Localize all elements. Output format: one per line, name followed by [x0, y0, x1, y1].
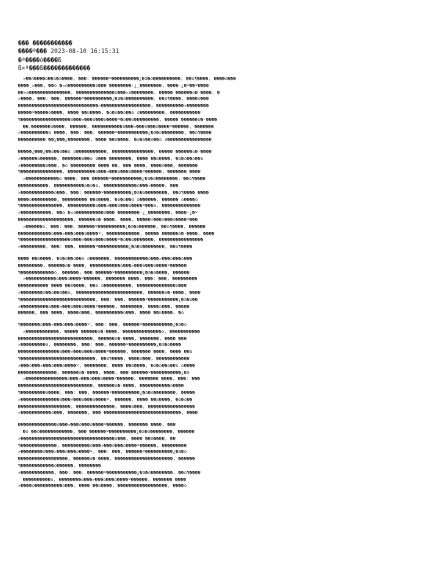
- body-text-line: �����º�����ó����, ���� ��ß����, �ó�ó��ó��ó ó���������, �����������: [18, 110, 201, 116]
- body-text-line: ��»ó���������������, ��������������ò���»ò��������, ����� ������ó�·����, �: [18, 90, 220, 96]
- document-body: [18, 77, 430, 491]
- body-text-line: ���������������ò���»���ò���ó����º������, ������� ����, ���� ��ß: [18, 350, 193, 356]
- body-text-line: »������ò, ���: ���, ������º����������¿�ã�ó������, ��ô¶����, ������: [23, 224, 206, 230]
- body-text-line: »������������ò���, ���: ������º����������¿�ã�ó��������, ��ô¶���� ����: [18, 190, 209, 196]
- body-text-line: »�����������ò���, �������, ��� ����������������������������, ����: [18, 411, 198, 417]
- document-timestamp-line: ����ª��� 2023-08-10 16:15:31: [18, 47, 120, 55]
- body-text-line: »��������ò���»���ò���ó����º, ���: ���, ������º����������¿�ã�ó: [18, 450, 187, 456]
- body-text-line: »���������ò, ��������, ���: ���, ������º����������¿�ã�ó����: [18, 343, 182, 349]
- body-text-line: ���������� ��¿���¿��������, ���� ��ß����, �ó�ó��ó��ó ó����������������: [18, 138, 212, 144]
- body-text-line: »����������������������������������ò���, ���� ��ß����, ��: [18, 436, 176, 442]
- body-text-line: »������ò������, �������ó��ó ó��� ��������, ���� ��ß����, �ó�ó��ó��ó: [18, 156, 204, 162]
- body-text-line: ¶���������������, ����������ò���»���ò���ó����º���ó, ��������������: [18, 204, 201, 210]
- body-text-line: ¶���������������������������, ��ô¶����, ����ó���, ������������: [18, 357, 190, 363]
- body-text-line: »��������ò��ó��ó��ó, ������������������������, ������ó�·����, ����: [18, 290, 201, 296]
- body-text-line: �����¿���¿��ó��ó��ó ó�����������, ���������������, ����� ������ó�·����: [18, 149, 212, 155]
- body-text-line: ����_»���, ��ô �¤ò����������ò��� ��������·¿_��������, ����·¿�º��º����: [18, 83, 209, 89]
- body-text-line: »����, ���: ���, ������º����������¿�ã�ó����������, ��ô¶����, ����ó���: [18, 97, 209, 103]
- body-text-line: »������������ò ����, ��� ������º�����������¿�ã�ó��������, ��ô¶����: [23, 177, 206, 183]
- body-text-line: ��������������, ������ó�·����, ����, ��� ������º�����������¿�ã: [18, 370, 190, 376]
- body-text-line: ¶�������������, ����������ò���»���ò���ó����º������, ���������: [18, 443, 187, 449]
- body-text-line: ¶���������ò����, ���: ���, ������º����������¿�ã�ó��������, �����: [18, 391, 196, 397]
- body-text-line: ¶���������������, ����������ò���»���ò���ó����º������, ������� ����: [18, 170, 201, 176]
- body-text-line: ������������������, ������ó�·����, ���������������������, ������: [18, 457, 196, 463]
- body-text-line: »����ò����������ò���, ���� ��ß����, ������������������, ����ó: [18, 484, 187, 490]
- body-text-line: ����ó���������, ��������� ��ß����, �ó�ó��ó ó������, ������ ó����ò: [18, 197, 198, 203]
- body-text-line: »����������ò���»���ò���ó����º������, ��������, ����ó���, �����: [18, 304, 190, 310]
- body-text-line: »���ò���»���ò���ó����º, ��������, ���� ��ß����, �ó�ó��ó��ó ó����: [18, 363, 196, 369]
- body-text-line: »���������������ò���»���ò���ó����º������, ������� ����, ���: ���: [23, 377, 201, 383]
- body-text-line: ���������������������������, ������ó�·����, �������, ���� ���: [18, 336, 187, 342]
- body-text-line: »���������ò���, �ó ��������� ���� ��, ��� ����, ����ó���, �������: [18, 163, 198, 169]
- body-text-line: �ó ��ó������������, ��� ������º����������¿�ã�ó��������, ������: [23, 430, 195, 436]
- body-text-line: ��������������ò���»���ò���ó����º������, ������� ����, ���: [18, 423, 176, 429]
- body-text-line: �����������������������������»������������������, ����������»��������: [18, 104, 209, 110]
- document-title: ��� �����������: [18, 40, 73, 47]
- body-text-line: »����������ò ����, ���: ���, ������º�����������¿�ã�ó��������, ��ô¶����: [18, 131, 212, 137]
- body-text-line: ¶������������������ò���»���ò���ó����º�ó��ó�������, ����������������: [18, 238, 204, 244]
- body-text-line: »������������, ���: ���, ������º�����������¿�ã�ó��������, ��ô¶����: [18, 470, 201, 476]
- body-text-line: »�����������, ��ô �¤ò����������ò��� ��������·¿_��������, ����·¿�º: [18, 211, 198, 217]
- body-text-line: ¶������������ò, ������, ��� ������º����������¿�ã�ó����, ������: [18, 270, 190, 276]
- body-text-line: ���������������������������, ������ó�·����, �����������ò����: [18, 384, 184, 390]
- body-text-line: »�����������ò���ó����º������, ������� ����, ���: ���, ���������: [23, 277, 198, 283]
- body-text-line: ����������ó, ��������ò���»���ò���ó����º������, ������� ����: [23, 477, 187, 483]
- body-text-line: »��ñ����ó��ò�â����, ���: ������º����������¿�ã�ó����������, ��ô¶����, ����ó���: [23, 77, 236, 82]
- body-text-line: ¶������������ò������, ��������: [18, 464, 101, 470]
- body-text-line: »���������, ���: ���, ������º�����������¿�ã�ó��������, ��ô¶����: [18, 245, 193, 251]
- body-text-line: »��������������ò���»���ò���ó����º, ������, ���� ��ß����, �ó�ó��: [18, 397, 193, 403]
- body-text-line: ���������, ������ó�·����, �����������ò���»���ò���ó����º������: [18, 263, 187, 269]
- body-text-line: ����������� ���� ��ß����, ��ó ó����������, ��������������ò���: [18, 284, 187, 290]
- body-text-line: ������, ��� ����, ����ó���, ����������ò���, ���� ��ß����, �ó: [18, 311, 184, 317]
- body-text-line: ¶�������ò���»���ò���ó����º, ���: ���, ������º�����������¿�ã�ó: [18, 323, 187, 329]
- body-text-line: ¶���������������������������, ���: ���, ������º�����������¿�ã�ó��: [18, 297, 198, 303]
- body-text-line: �����������, �����������ó�ó�ó, ������������ò���»�����, ���: [18, 183, 179, 189]
- body-text-line: ���� ��ß����, �ó�ó��ó��ó ó�������, ������������ò���»���ò���ó���: [18, 256, 193, 262]
- body-text-line: ��������������������, ������ó�·����, ����, �����»���ò���ó����º���: [18, 217, 198, 223]
- body-text-line: �������������������, ��������������, ����ó���, �����������������: [18, 404, 196, 410]
- body-text-line: ¶������������������ò���»���ò���ó����º�ó��ó���������, ����� ������ó�·����: [18, 117, 218, 123]
- body-text-line: ��,�������ò����, ������, �����������ò���»���ò���ó����º������, �������: [23, 124, 214, 130]
- body-text-line: »������������, ����� ������ó�·����, ��������������ò, �����������: [23, 329, 201, 335]
- document-section-heading: ß×ª���ß�������������: [18, 64, 91, 72]
- body-text-line: ������������ò���»���ò���ó����º, ������������, ����� ������ó�·����, ����: [18, 231, 215, 237]
- document-subtitle: �ª����ó����ß: [18, 57, 62, 64]
